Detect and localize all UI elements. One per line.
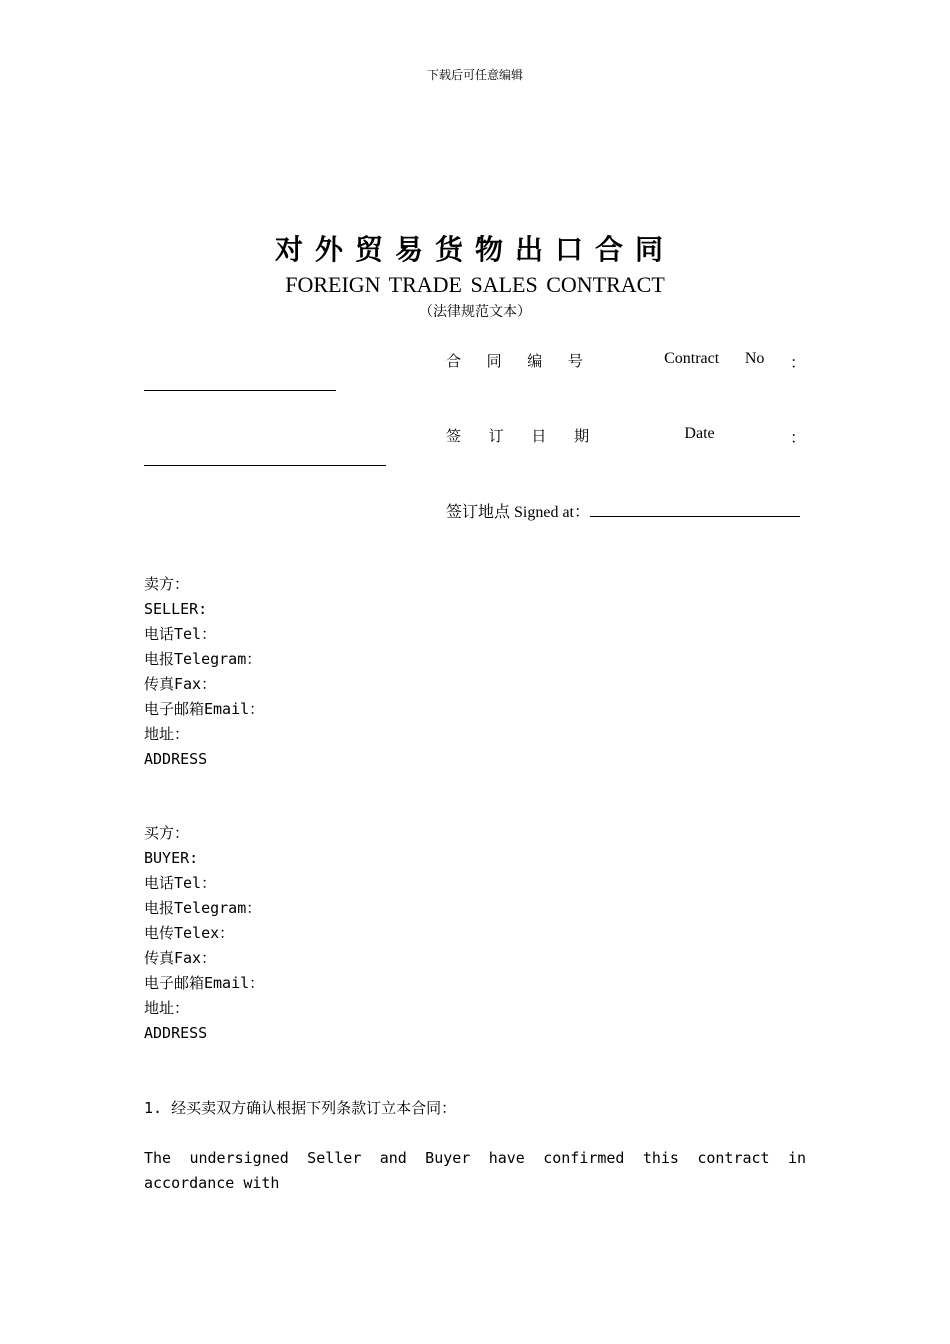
- contract-no-char: 号: [567, 352, 583, 370]
- seller-email: 电子邮箱Email：: [144, 700, 265, 718]
- clause-1-text: The undersigned Seller and Buyer have confirmed this contract in accordance with: [144, 1149, 806, 1192]
- seller-label: 卖方：: [144, 575, 190, 593]
- signed-at-row: [446, 499, 800, 522]
- contract-no-colon: ：: [789, 355, 806, 372]
- date-label: [446, 425, 806, 448]
- buyer-label-en: BUYER:: [144, 849, 199, 867]
- seller-tel: 电话Tel：: [144, 625, 217, 643]
- buyer-address-en: ADDRESS: [144, 1024, 208, 1042]
- signed-at-blank[interactable]: [590, 516, 800, 517]
- seller-fax: 传真Fax：: [144, 675, 217, 693]
- buyer-email: 电子邮箱Email：: [144, 974, 265, 992]
- buyer-address-zh: 地址：: [144, 999, 190, 1017]
- title-chinese: 对外贸易货物出口合同: [274, 233, 675, 266]
- seller-telegram: 电报Telegram：: [144, 650, 262, 668]
- seller-label-en: SELLER:: [144, 600, 208, 618]
- clause-1-heading: 1. 经买卖双方确认根据下列条款订立本合同：: [144, 1099, 457, 1117]
- buyer-block: [144, 821, 264, 1046]
- buyer-telegram: 电报Telegram：: [144, 899, 262, 917]
- seller-address-en: ADDRESS: [144, 750, 208, 768]
- buyer-telex: 电传Telex：: [144, 924, 235, 942]
- date-char: 期: [574, 427, 590, 445]
- seller-address-zh: 地址：: [144, 725, 190, 743]
- date-char: 订: [488, 427, 504, 445]
- buyer-label: 买方：: [144, 824, 190, 842]
- contract-no-char: 同: [486, 352, 502, 370]
- date-en: Date: [684, 425, 715, 442]
- signed-at-label: 签订地点 Signed at：: [446, 504, 590, 521]
- contract-no-blank[interactable]: [144, 390, 336, 391]
- contract-no-en: Contract: [664, 350, 720, 367]
- date-char: 日: [531, 427, 547, 445]
- contract-no-label: [446, 350, 806, 373]
- date-colon: ：: [789, 430, 806, 447]
- contract-no-en: No: [744, 350, 765, 367]
- contract-no-char: 合: [446, 352, 462, 370]
- contract-no-char: 编: [527, 352, 543, 370]
- date-char: 签: [446, 427, 462, 445]
- buyer-tel: 电话Tel：: [144, 874, 217, 892]
- header-note: 下载后可任意编辑: [426, 68, 523, 82]
- date-blank[interactable]: [144, 465, 386, 466]
- subtitle: （法律规范文本）: [419, 304, 531, 320]
- buyer-fax: 传真Fax：: [144, 949, 217, 967]
- seller-block: [144, 572, 264, 772]
- title-english: FOREIGN TRADE SALES CONTRACT: [285, 272, 665, 297]
